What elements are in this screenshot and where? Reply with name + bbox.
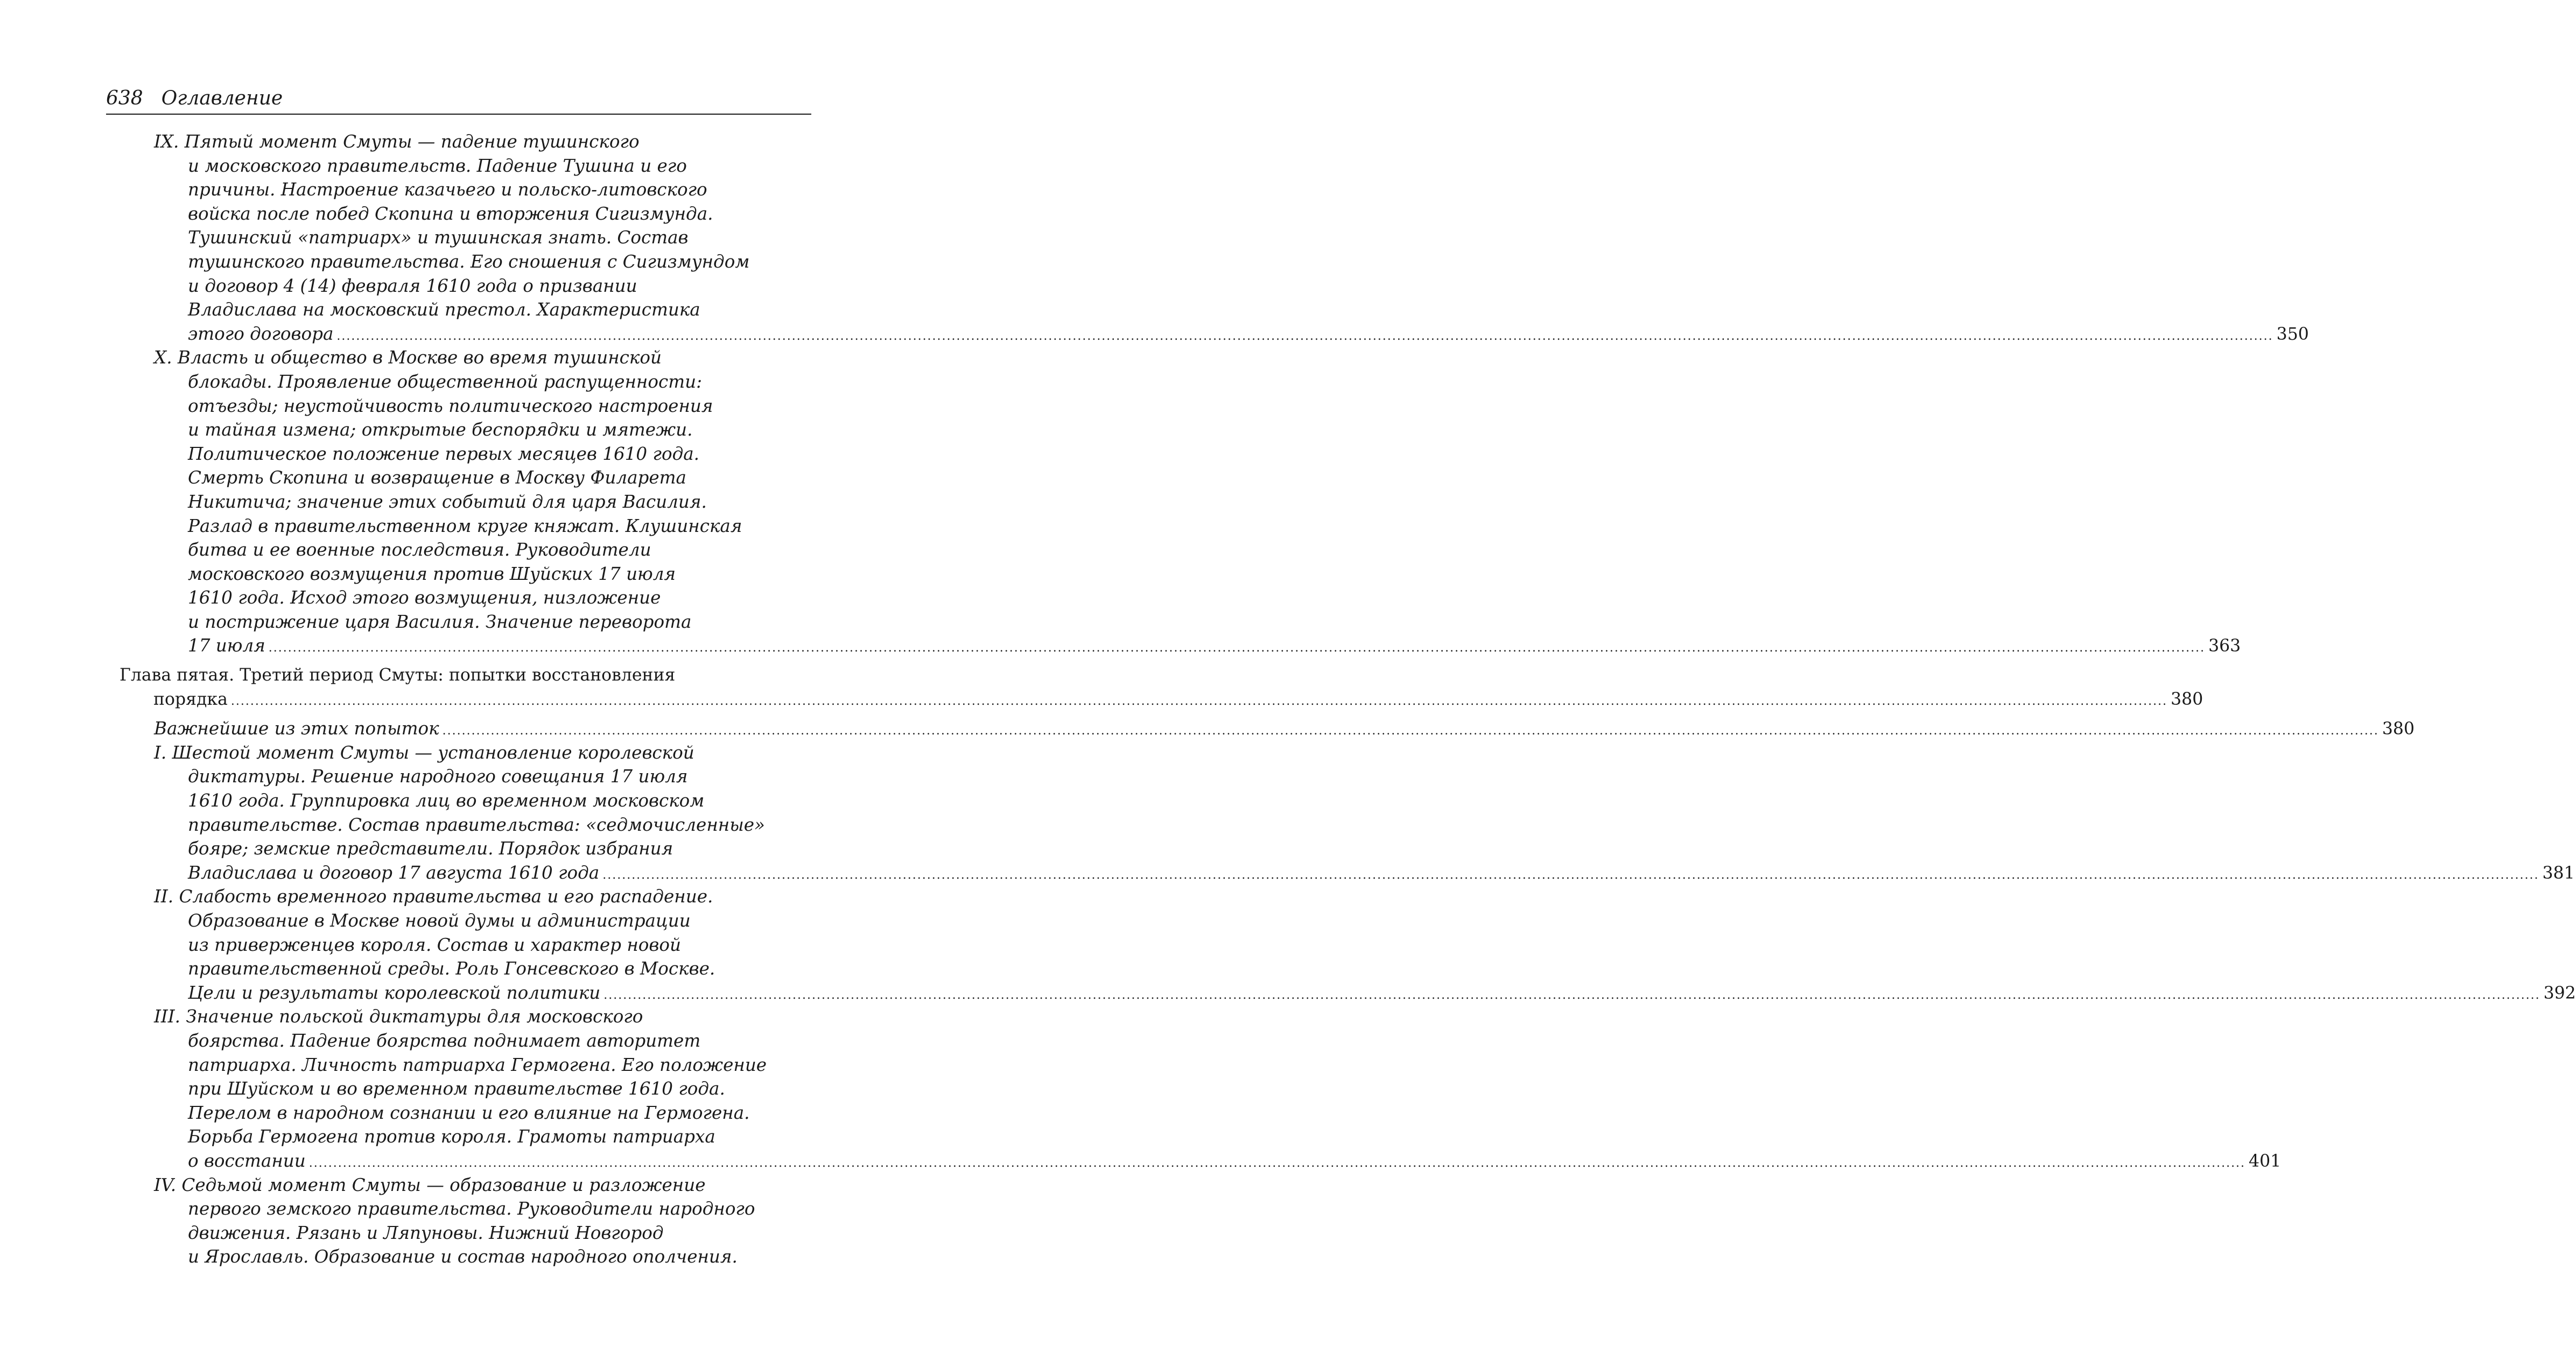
toc-page-number: 363 — [2208, 636, 2241, 656]
toc-line: Борьба Гермогена против короля. Грамоты патриарха — [188, 1126, 715, 1147]
toc-chapter-5 — [0, 663, 2203, 711]
toc-entry-ix — [0, 130, 2309, 346]
toc-page-number: 350 — [2276, 324, 2309, 344]
toc-leader-line — [153, 688, 2203, 712]
toc-line: и договор 4 (14) февраля 1610 года о призвании — [188, 275, 637, 296]
toc-line: причины. Настроение казачьего и польско-литовского — [188, 179, 707, 200]
toc-line: и Ярославль. Образование и состав народного ополчения. — [188, 1246, 738, 1267]
toc-line: битва и ее военные последствия. Руководители — [188, 539, 651, 560]
toc-leader-line — [188, 322, 2309, 346]
toc-line: Смерть Скопина и возвращение в Москву Филарета — [188, 467, 686, 488]
toc-line: Важнейшие из этих попыток — [154, 718, 439, 739]
toc-line: Перелом в народном сознании и его влияние на Гермогена. — [188, 1102, 750, 1123]
toc-line: движения. Рязань и Ляпуновы. Нижний Новгород — [188, 1222, 664, 1243]
dot-leader: ................................................................................................................................................................................................................................................................................................................................................................................................................ — [602, 868, 2539, 882]
toc-line: тушинского правительства. Его сношения с Сигизмундом — [188, 251, 750, 272]
toc-line: Цели и результаты королевской политики — [188, 982, 601, 1003]
toc-line: патриарха. Личность патриарха Гермогена. Его положение — [188, 1054, 767, 1075]
toc-line: московского возмущения против Шуйских 17 июля — [188, 563, 676, 584]
toc-leader-line — [188, 861, 2575, 885]
toc-line: IX. Пятый момент Смуты — падение тушинского — [154, 131, 640, 152]
toc-entry-intro — [154, 717, 2415, 741]
toc-page-number: 381 — [2542, 863, 2575, 883]
toc-line: Разлад в правительственном круге княжат. Клушинская — [188, 515, 742, 536]
dot-leader: ................................................................................................................................................................................................................................................................................................................................................................................................................ — [336, 329, 2273, 343]
toc-line: Образование в Москве новой думы и администрации — [188, 910, 691, 931]
toc-line: отъезды; неустойчивость политического настроения — [188, 395, 713, 416]
toc-line: IV. Седьмой момент Смуты — образование и разложение — [154, 1174, 706, 1195]
toc-page-number: 392 — [2543, 983, 2576, 1003]
page-number: 638 — [106, 87, 143, 109]
dot-leader: ................................................................................................................................................................................................................................................................................................................................................................................................................ — [442, 724, 2379, 738]
toc-line: I. Шестой момент Смуты — установление королевской — [154, 742, 694, 763]
toc-line: Политическое положение первых месяцев 1610 года. — [188, 443, 699, 464]
toc-line: 1610 года. Исход этого возмущения, низложение — [188, 587, 661, 608]
toc-line: первого земского правительства. Руководители народного — [188, 1198, 755, 1219]
toc-entry-ii — [0, 885, 2576, 1005]
header-rule — [106, 114, 811, 115]
toc-line: этого договора — [188, 323, 334, 344]
dot-leader: ................................................................................................................................................................................................................................................................................................................................................................................................................ — [603, 988, 2540, 1002]
toc-line: диктатуры. Решение народного совещания 17 июля — [188, 766, 688, 787]
toc-line: и московского правительств. Падение Тушина и его — [188, 155, 687, 176]
toc-line: при Шуйском и во временном правительстве 1610 года. — [188, 1078, 725, 1099]
toc-line: II. Слабость временного правительства и его распадение. — [154, 886, 713, 907]
dot-leader: ................................................................................................................................................................................................................................................................................................................................................................................................................ — [308, 1156, 2246, 1170]
toc-line: блокады. Проявление общественной распущенности: — [188, 371, 703, 392]
chapter-title-cont: порядка — [153, 689, 228, 709]
toc-leader-line — [188, 981, 2576, 1005]
toc-line: боярства. Падение боярства поднимает авторитет — [188, 1030, 701, 1051]
toc-line: III. Значение польской диктатуры для московского — [154, 1006, 643, 1027]
toc-page-number: 380 — [2382, 719, 2415, 739]
toc-line: X. Власть и общество в Москве во время тушинской — [154, 347, 662, 368]
toc-leader-line — [188, 1149, 2282, 1173]
dot-leader: ................................................................................................................................................................................................................................................................................................................................................................................................................ — [268, 641, 2206, 655]
toc-line: бояре; земские представители. Порядок избрания — [188, 838, 673, 859]
chapter-title: Глава пятая. Третий период Смуты: попытки восстановления — [120, 665, 676, 685]
toc-line: Тушинский «патриарх» и тушинская знать. Состав — [188, 227, 689, 248]
toc-leader-line — [188, 634, 2241, 658]
table-of-contents — [0, 130, 2576, 1269]
toc-line: о восстании — [188, 1150, 306, 1171]
toc-line: 17 июля — [188, 635, 265, 656]
toc-entry-iv — [0, 1173, 922, 1269]
toc-line: и тайная измена; открытые беспорядки и мятежи. — [188, 419, 693, 440]
toc-line: 1610 года. Группировка лиц во временном московском — [188, 790, 705, 811]
toc-line: правительстве. Состав правительства: «седмочисленные» — [188, 814, 765, 835]
toc-line: Владислава и договор 17 августа 1610 года — [188, 862, 600, 883]
toc-line: Владислава на московский престол. Характеристика — [188, 299, 700, 320]
toc-entry-x — [0, 346, 2241, 658]
toc-line: войска после побед Скопина и вторжения Сигизмунда. — [188, 203, 713, 224]
toc-entry-i — [0, 741, 2575, 885]
toc-line: и пострижение царя Василия. Значение переворота — [188, 611, 692, 632]
toc-page-number: 380 — [2171, 689, 2203, 709]
toc-line: правительственной среды. Роль Гонсевского в Москве. — [188, 958, 715, 979]
running-head — [106, 85, 811, 112]
toc-entry-iii — [0, 1005, 2282, 1173]
toc-line: Никитича; значение этих событий для царя Василия. — [188, 491, 707, 512]
toc-line: из приверженцев короля. Состав и характер новой — [188, 934, 681, 955]
dot-leader: ................................................................................................................................................................................................................................................................................................................................................................................................................ — [230, 694, 2168, 708]
toc-page-number: 401 — [2249, 1151, 2282, 1171]
running-title: Оглавление — [161, 87, 283, 109]
